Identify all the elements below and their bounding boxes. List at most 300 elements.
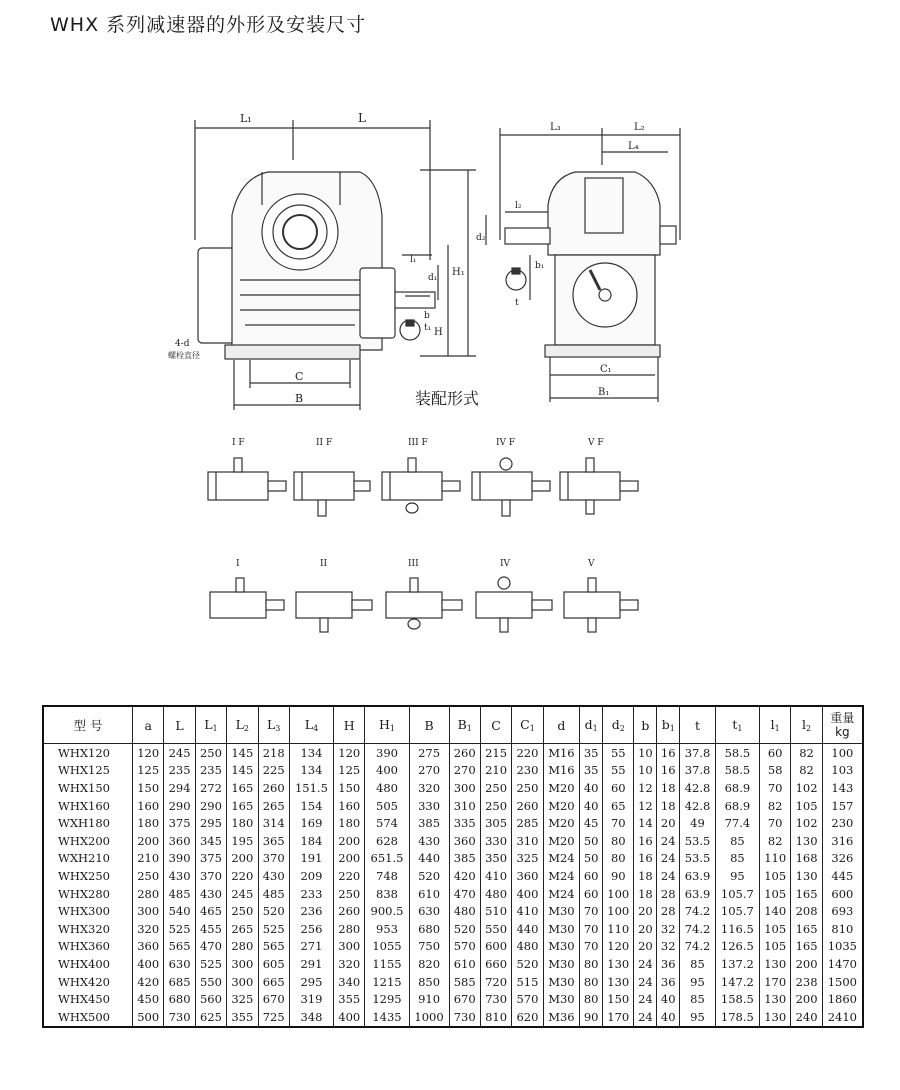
table-cell: 150 xyxy=(334,779,365,797)
table-cell: 169 xyxy=(289,814,333,832)
table-header-row xyxy=(43,706,863,744)
table-cell: 80 xyxy=(603,850,634,868)
table-cell: 102 xyxy=(791,779,822,797)
table-cell: 215 xyxy=(480,744,511,762)
dim-label-L: L xyxy=(358,111,366,125)
table-cell: 295 xyxy=(289,973,333,991)
assembly-form-II xyxy=(296,592,372,632)
table-cell: 90 xyxy=(580,1008,603,1027)
table-cell: 272 xyxy=(195,779,226,797)
table-cell: 330 xyxy=(409,797,449,815)
table-cell: 200 xyxy=(791,990,822,1008)
header-H: H xyxy=(334,706,365,744)
table-cell: 24 xyxy=(657,850,680,868)
table-cell: 184 xyxy=(289,832,333,850)
table-cell: 120 xyxy=(334,744,365,762)
table-cell: 12 xyxy=(634,779,657,797)
table-cell: 565 xyxy=(258,938,289,956)
dim-label-L2: L₂ xyxy=(634,122,645,133)
table-cell: 168 xyxy=(791,850,822,868)
dim-label-hole: 4-d xyxy=(175,339,190,349)
table-cell: 260 xyxy=(512,797,543,815)
table-cell: 37.8 xyxy=(680,744,716,762)
table-cell: 24 xyxy=(657,867,680,885)
assembly-label-IV: IV xyxy=(500,559,511,569)
dimension-table xyxy=(42,705,864,1028)
assembly-label-II-F: II F xyxy=(316,438,333,448)
table-cell: 120 xyxy=(133,744,164,762)
table-cell: 600 xyxy=(480,938,511,956)
table-cell: 238 xyxy=(791,973,822,991)
table-cell: 375 xyxy=(195,850,226,868)
table-cell: 140 xyxy=(759,902,790,920)
table-cell: 180 xyxy=(334,814,365,832)
table-cell: 24 xyxy=(634,1008,657,1027)
table-cell: 80 xyxy=(580,955,603,973)
table-cell: 105.7 xyxy=(715,885,759,903)
header-b: b xyxy=(634,706,657,744)
assembly-forms-top xyxy=(208,458,638,516)
table-cell: M20 xyxy=(543,832,580,850)
table-cell: 105 xyxy=(759,938,790,956)
table-cell: 20 xyxy=(634,902,657,920)
table-cell: 651.5 xyxy=(365,850,409,868)
table-cell: 130 xyxy=(759,990,790,1008)
table-cell: 410 xyxy=(480,867,511,885)
table-cell: 256 xyxy=(289,920,333,938)
table-cell: 316 xyxy=(822,832,863,850)
table-cell: 810 xyxy=(480,1008,511,1027)
table-cell: 103 xyxy=(822,762,863,780)
assembly-form-II-F xyxy=(294,472,370,516)
header-B: B xyxy=(409,706,449,744)
table-cell: 130 xyxy=(603,955,634,973)
table-row xyxy=(43,955,863,973)
table-cell: 165 xyxy=(227,779,258,797)
table-cell: 730 xyxy=(480,990,511,1008)
table-cell: 74.2 xyxy=(680,902,716,920)
model-cell: WHX360 xyxy=(43,938,133,956)
model-cell: WHX450 xyxy=(43,990,133,1008)
table-cell: 18 xyxy=(634,885,657,903)
table-cell: 208 xyxy=(791,902,822,920)
table-cell: 20 xyxy=(634,920,657,938)
table-cell: 670 xyxy=(258,990,289,1008)
assembly-label-V-F: V F xyxy=(588,438,604,448)
table-cell: 40 xyxy=(657,1008,680,1027)
table-cell: 68.9 xyxy=(715,779,759,797)
table-cell: 95 xyxy=(680,973,716,991)
table-cell: M16 xyxy=(543,762,580,780)
table-cell: 630 xyxy=(164,955,195,973)
table-cell: 910 xyxy=(409,990,449,1008)
table-cell: 28 xyxy=(657,885,680,903)
table-cell: 445 xyxy=(822,867,863,885)
table-cell: 605 xyxy=(258,955,289,973)
table-cell: 14 xyxy=(634,814,657,832)
table-cell: 360 xyxy=(164,832,195,850)
table-cell: M24 xyxy=(543,885,580,903)
table-cell: 310 xyxy=(449,797,480,815)
table-cell: 685 xyxy=(164,973,195,991)
table-cell: 16 xyxy=(634,850,657,868)
page-title: WHX 系列减速器的外形及安装尺寸 xyxy=(50,14,367,36)
model-cell: WHX320 xyxy=(43,920,133,938)
dim-label-B1: B₁ xyxy=(598,387,610,398)
table-cell: 40 xyxy=(580,797,603,815)
table-cell: 693 xyxy=(822,902,863,920)
table-cell: 470 xyxy=(449,885,480,903)
table-cell: 180 xyxy=(227,814,258,832)
table-row xyxy=(43,973,863,991)
header-weight: 重量 kg xyxy=(822,706,863,744)
side-view-drawing xyxy=(486,128,680,402)
table-cell: 455 xyxy=(195,920,226,938)
table-cell: 225 xyxy=(258,762,289,780)
table-cell: 300 xyxy=(227,955,258,973)
table-cell: 290 xyxy=(164,797,195,815)
table-cell: 157 xyxy=(822,797,863,815)
table-cell: 540 xyxy=(164,902,195,920)
table-cell: 40 xyxy=(580,779,603,797)
table-cell: 191 xyxy=(289,850,333,868)
table-cell: 180 xyxy=(133,814,164,832)
table-cell: 130 xyxy=(791,832,822,850)
assembly-form-IV-F xyxy=(472,458,550,516)
table-cell: 220 xyxy=(227,867,258,885)
table-cell: 270 xyxy=(409,762,449,780)
table-cell: 525 xyxy=(164,920,195,938)
table-cell: 400 xyxy=(133,955,164,973)
model-cell: WHX160 xyxy=(43,797,133,815)
table-cell: 18 xyxy=(657,779,680,797)
table-cell: 345 xyxy=(195,832,226,850)
table-cell: 24 xyxy=(634,973,657,991)
table-cell: 236 xyxy=(289,902,333,920)
header-C1: $C_1$ xyxy=(512,706,543,744)
model-cell: WHX280 xyxy=(43,885,133,903)
table-cell: 1155 xyxy=(365,955,409,973)
table-cell: 60 xyxy=(580,867,603,885)
table-cell: 85 xyxy=(680,955,716,973)
assembly-label-V: V xyxy=(588,559,595,569)
table-cell: 610 xyxy=(449,955,480,973)
table-cell: 850 xyxy=(409,973,449,991)
table-cell: 520 xyxy=(258,902,289,920)
table-cell: 355 xyxy=(227,1008,258,1027)
table-cell: 147.2 xyxy=(715,973,759,991)
table-cell: 130 xyxy=(759,955,790,973)
table-cell: 620 xyxy=(512,1008,543,1027)
table-row xyxy=(43,814,863,832)
table-cell: 12 xyxy=(634,797,657,815)
table-cell: 270 xyxy=(449,762,480,780)
table-cell: 1470 xyxy=(822,955,863,973)
table-cell: 50 xyxy=(580,850,603,868)
table-cell: 210 xyxy=(133,850,164,868)
table-cell: 670 xyxy=(449,990,480,1008)
table-cell: 420 xyxy=(133,973,164,991)
table-cell: 280 xyxy=(334,920,365,938)
table-cell: M30 xyxy=(543,938,580,956)
table-cell: 200 xyxy=(133,832,164,850)
table-cell: 515 xyxy=(512,973,543,991)
table-cell: 570 xyxy=(449,938,480,956)
table-cell: 151.5 xyxy=(289,779,333,797)
model-cell: WHX150 xyxy=(43,779,133,797)
table-row xyxy=(43,832,863,850)
table-cell: 730 xyxy=(164,1008,195,1027)
table-cell: 60 xyxy=(580,885,603,903)
model-cell: WHX200 xyxy=(43,832,133,850)
header-C: C xyxy=(480,706,511,744)
table-cell: 63.9 xyxy=(680,885,716,903)
table-cell: 838 xyxy=(365,885,409,903)
table-cell: 280 xyxy=(133,885,164,903)
table-cell: 680 xyxy=(409,920,449,938)
table-cell: 24 xyxy=(634,990,657,1008)
table-cell: 560 xyxy=(195,990,226,1008)
table-cell: 525 xyxy=(195,955,226,973)
table-cell: 65 xyxy=(603,797,634,815)
table-cell: 42.8 xyxy=(680,797,716,815)
table-row xyxy=(43,779,863,797)
table-cell: 70 xyxy=(759,814,790,832)
header-d: d xyxy=(543,706,580,744)
table-row xyxy=(43,902,863,920)
table-cell: 82 xyxy=(759,797,790,815)
table-cell: 110 xyxy=(759,850,790,868)
table-cell: 510 xyxy=(480,902,511,920)
table-cell: M30 xyxy=(543,973,580,991)
header-d1: $d_1$ xyxy=(580,706,603,744)
table-cell: 480 xyxy=(512,938,543,956)
header-H1: $H_1$ xyxy=(365,706,409,744)
table-cell: 230 xyxy=(512,762,543,780)
table-cell: 245 xyxy=(164,744,195,762)
table-cell: M20 xyxy=(543,814,580,832)
table-row xyxy=(43,762,863,780)
table-cell: 900.5 xyxy=(365,902,409,920)
table-cell: 77.4 xyxy=(715,814,759,832)
assembly-form-IV xyxy=(476,577,552,632)
table-cell: 520 xyxy=(409,867,449,885)
table-row xyxy=(43,938,863,956)
table-cell: 37.8 xyxy=(680,762,716,780)
table-cell: 370 xyxy=(195,867,226,885)
header-d2: $d_2$ xyxy=(603,706,634,744)
table-cell: 525 xyxy=(258,920,289,938)
table-cell: 574 xyxy=(365,814,409,832)
table-cell: 271 xyxy=(289,938,333,956)
table-cell: 485 xyxy=(258,885,289,903)
table-cell: 32 xyxy=(657,938,680,956)
table-cell: 105 xyxy=(791,797,822,815)
model-cell: WXH210 xyxy=(43,850,133,868)
table-cell: 2410 xyxy=(822,1008,863,1027)
table-cell: 90 xyxy=(603,867,634,885)
table-cell: 360 xyxy=(449,832,480,850)
table-cell: 165 xyxy=(791,920,822,938)
assembly-label-I-F: I F xyxy=(232,438,245,448)
table-cell: 20 xyxy=(657,814,680,832)
table-cell: 53.5 xyxy=(680,850,716,868)
table-cell: 750 xyxy=(409,938,449,956)
table-cell: M16 xyxy=(543,744,580,762)
table-cell: 390 xyxy=(365,744,409,762)
table-cell: 480 xyxy=(480,885,511,903)
table-cell: 305 xyxy=(480,814,511,832)
table-cell: 143 xyxy=(822,779,863,797)
table-cell: 385 xyxy=(409,814,449,832)
table-cell: 170 xyxy=(603,1008,634,1027)
table-cell: 16 xyxy=(657,762,680,780)
dim-label-L1: L₁ xyxy=(240,112,252,125)
table-cell: 953 xyxy=(365,920,409,938)
table-cell: M24 xyxy=(543,850,580,868)
dim-label-hole-note: 螺栓直径 xyxy=(168,351,200,360)
table-cell: 725 xyxy=(258,1008,289,1027)
table-cell: 1435 xyxy=(365,1008,409,1027)
assembly-form-III xyxy=(386,578,462,629)
table-cell: 285 xyxy=(512,814,543,832)
table-row xyxy=(43,744,863,762)
table-cell: 265 xyxy=(227,920,258,938)
table-cell: 1000 xyxy=(409,1008,449,1027)
table-cell: 55 xyxy=(603,744,634,762)
table-cell: 450 xyxy=(133,990,164,1008)
table-cell: 235 xyxy=(195,762,226,780)
table-cell: 200 xyxy=(791,955,822,973)
table-cell: 350 xyxy=(480,850,511,868)
table-cell: 16 xyxy=(657,744,680,762)
table-cell: 102 xyxy=(791,814,822,832)
header-t: t xyxy=(680,706,716,744)
table-cell: 275 xyxy=(409,744,449,762)
header-L4: $L_4$ xyxy=(289,706,333,744)
model-cell: WHX400 xyxy=(43,955,133,973)
table-cell: 95 xyxy=(680,1008,716,1027)
table-cell: 145 xyxy=(227,744,258,762)
table-cell: 430 xyxy=(195,885,226,903)
table-cell: M20 xyxy=(543,797,580,815)
table-cell: 18 xyxy=(657,797,680,815)
table-cell: 100 xyxy=(603,885,634,903)
table-cell: 195 xyxy=(227,832,258,850)
table-cell: 130 xyxy=(759,1008,790,1027)
table-cell: 24 xyxy=(657,832,680,850)
table-cell: 370 xyxy=(258,850,289,868)
table-cell: 16 xyxy=(634,832,657,850)
table-cell: 58.5 xyxy=(715,762,759,780)
table-cell: 60 xyxy=(603,779,634,797)
table-cell: 505 xyxy=(365,797,409,815)
table-cell: 85 xyxy=(680,990,716,1008)
table-cell: 465 xyxy=(195,902,226,920)
table-cell: 60 xyxy=(759,744,790,762)
table-cell: 82 xyxy=(791,744,822,762)
table-cell: 178.5 xyxy=(715,1008,759,1027)
table-cell: 470 xyxy=(195,938,226,956)
table-cell: 158.5 xyxy=(715,990,759,1008)
table-cell: 430 xyxy=(409,832,449,850)
table-cell: 410 xyxy=(512,902,543,920)
header-B1: $B_1$ xyxy=(449,706,480,744)
table-row xyxy=(43,885,863,903)
table-cell: 70 xyxy=(603,814,634,832)
table-cell: 70 xyxy=(759,779,790,797)
table-cell: 260 xyxy=(334,902,365,920)
header-model: 型 号 xyxy=(43,706,133,744)
table-cell: M30 xyxy=(543,955,580,973)
dim-label-b1: b₁ xyxy=(535,261,545,271)
assembly-form-V xyxy=(564,578,638,632)
table-cell: 291 xyxy=(289,955,333,973)
table-cell: 585 xyxy=(449,973,480,991)
table-row xyxy=(43,850,863,868)
assembly-label-I: I xyxy=(236,559,240,569)
table-cell: 520 xyxy=(449,920,480,938)
table-cell: 200 xyxy=(334,850,365,868)
table-cell: 36 xyxy=(657,973,680,991)
table-cell: 385 xyxy=(449,850,480,868)
dim-label-C1: C₁ xyxy=(600,364,612,375)
dim-label-L3: L₃ xyxy=(550,122,561,133)
model-cell: WXH180 xyxy=(43,814,133,832)
table-cell: 200 xyxy=(227,850,258,868)
table-cell: 260 xyxy=(449,744,480,762)
table-cell: 36 xyxy=(657,955,680,973)
table-cell: 1055 xyxy=(365,938,409,956)
model-cell: WHX120 xyxy=(43,744,133,762)
table-cell: 480 xyxy=(365,779,409,797)
table-cell: 480 xyxy=(449,902,480,920)
table-cell: 355 xyxy=(334,990,365,1008)
table-cell: 154 xyxy=(289,797,333,815)
table-cell: 1860 xyxy=(822,990,863,1008)
table-row xyxy=(43,920,863,938)
table-cell: 330 xyxy=(480,832,511,850)
table-cell: 53.5 xyxy=(680,832,716,850)
header-l1: $l_1$ xyxy=(759,706,790,744)
header-L1: $L_1$ xyxy=(195,706,226,744)
model-cell: WHX250 xyxy=(43,867,133,885)
table-cell: 335 xyxy=(449,814,480,832)
table-cell: 110 xyxy=(603,920,634,938)
table-cell: 400 xyxy=(365,762,409,780)
header-t1: $t_1$ xyxy=(715,706,759,744)
dim-label-B: B xyxy=(295,392,304,405)
table-cell: 565 xyxy=(164,938,195,956)
table-cell: 250 xyxy=(512,779,543,797)
table-cell: 220 xyxy=(512,744,543,762)
table-cell: 134 xyxy=(289,762,333,780)
table-cell: 160 xyxy=(133,797,164,815)
table-cell: 610 xyxy=(409,885,449,903)
table-cell: 250 xyxy=(480,797,511,815)
assembly-label-II: II xyxy=(320,559,328,569)
table-cell: 230 xyxy=(822,814,863,832)
table-cell: 218 xyxy=(258,744,289,762)
table-cell: 210 xyxy=(480,762,511,780)
table-cell: 68.9 xyxy=(715,797,759,815)
dim-label-H1: H₁ xyxy=(452,267,465,278)
table-cell: M30 xyxy=(543,920,580,938)
table-cell: 130 xyxy=(603,973,634,991)
model-cell: WHX500 xyxy=(43,1008,133,1027)
table-cell: 310 xyxy=(512,832,543,850)
table-cell: 290 xyxy=(195,797,226,815)
